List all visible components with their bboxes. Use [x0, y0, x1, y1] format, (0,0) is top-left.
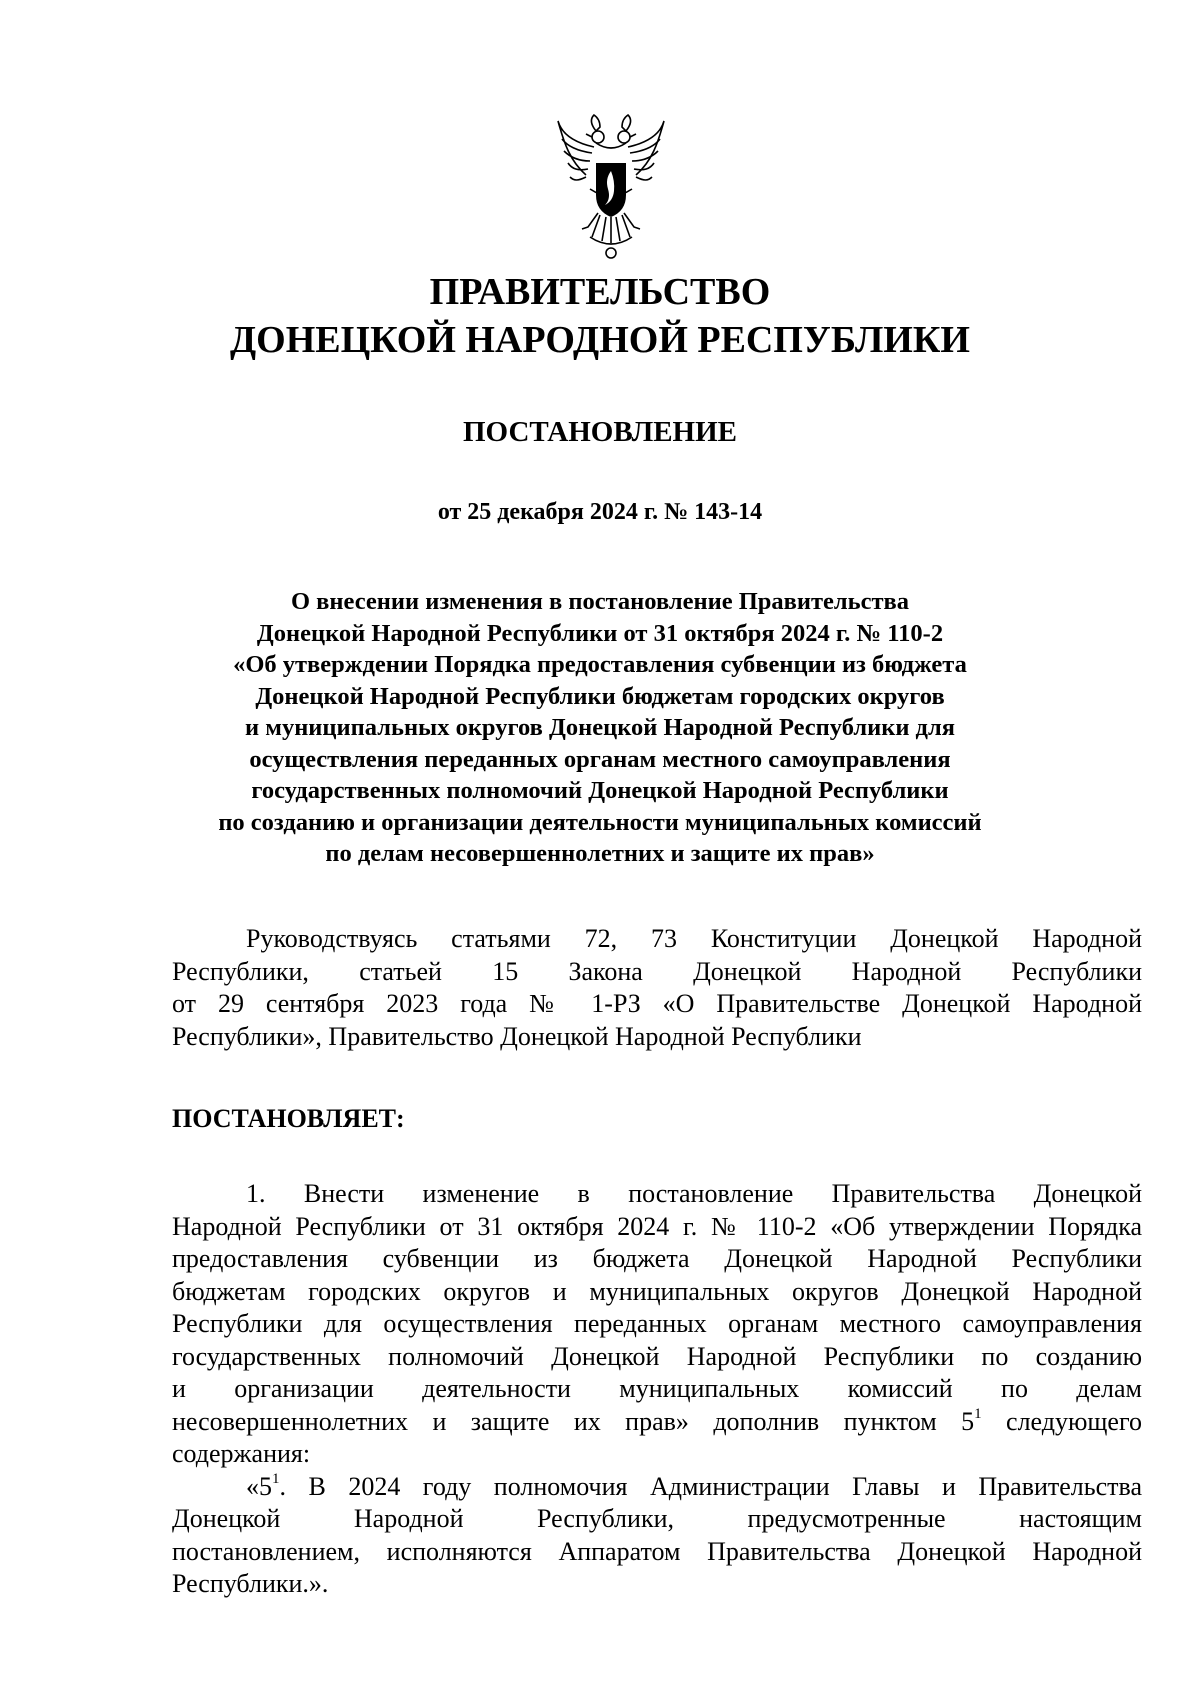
paragraph-text: несовершеннолетних и защите их прав» дополнив пунктом 5: [172, 1406, 975, 1436]
paragraph-line-with-superscript: [172, 1406, 1142, 1439]
quote-text: . В 2024 году полномочия Администрации Главы и Правительства: [279, 1471, 1142, 1501]
subject-line: Донецкой Народной Республики от 31 октября 2024 г. № 110-2: [256, 619, 944, 647]
paragraph-line: и организации деятельности муниципальных комиссий по делам: [172, 1374, 1142, 1403]
subject-line: и муниципальных округов Донецкой Народной Республики для: [245, 714, 955, 741]
paragraph-1: [172, 1178, 1142, 1601]
paragraph-line: Народной Республики от 31 октября 2024 г. № 110-2 «Об утверждении Порядка: [172, 1211, 1142, 1241]
quote-line: Донецкой Народной Республики, предусмотренные настоящим: [172, 1504, 1142, 1533]
preamble-line: от 29 сентября 2023 года № 1-РЗ «О Правительстве Донецкой Народной: [172, 989, 1142, 1018]
subject-line: по созданию и организации деятельности муниципальных комиссий: [218, 808, 982, 836]
subject-line: О внесении изменения в постановление Правительства: [291, 588, 909, 615]
coat-of-arms-icon: [556, 113, 666, 261]
resolves-heading: ПОСТАНОВЛЯЕТ:: [172, 1104, 405, 1133]
quote-text: «5: [246, 1471, 272, 1501]
superscript: 1: [272, 1470, 280, 1487]
quote-line-with-superscript: [172, 1471, 1142, 1504]
paragraph-line: Республики для осуществления переданных органам местного самоуправления: [172, 1309, 1142, 1338]
paragraph-text: следующего: [981, 1406, 1142, 1436]
document-subject: [0, 586, 1200, 870]
subject-line: государственных полномочий Донецкой Народной Республики: [251, 777, 949, 804]
paragraph-line: 1. Внести изменение в постановление Правительства Донецкой: [246, 1179, 1142, 1208]
subject-line: Донецкой Народной Республики бюджетам городских округов: [255, 682, 945, 710]
paragraph-line: государственных полномочий Донецкой Народной Республики по созданию: [172, 1341, 1142, 1371]
quote-line: постановлением, исполняются Аппаратом Правительства Донецкой Народной: [172, 1536, 1142, 1566]
subject-line: по делам несовершеннолетних и защите их прав»: [325, 840, 875, 867]
government-title-line1: ПРАВИТЕЛЬСТВО: [429, 271, 771, 313]
preamble-line: Республики, статьей 15 Закона Донецкой Народной Республики: [172, 956, 1142, 986]
document-type: ПОСТАНОВЛЕНИЕ: [462, 416, 737, 448]
quote-line: Республики.».: [172, 1569, 329, 1598]
government-title-line2: ДОНЕЦКОЙ НАРОДНОЙ РЕСПУБЛИКИ: [230, 319, 970, 361]
subject-line: «Об утверждении Порядка предоставления субвенции из бюджета: [233, 651, 967, 678]
government-title: [0, 268, 1200, 364]
superscript: 1: [974, 1405, 982, 1422]
preamble-line: Республики», Правительство Донецкой Народной Республики: [172, 1021, 862, 1051]
paragraph-line: предоставления субвенции из бюджета Донецкой Народной Республики: [172, 1244, 1142, 1273]
preamble-line: Руководствуясь статьями 72, 73 Конституции Донецкой Народной: [246, 924, 1142, 953]
preamble-paragraph: [172, 923, 1142, 1053]
paragraph-line: содержания:: [172, 1439, 311, 1468]
subject-line: осуществления переданных органам местного самоуправления: [249, 745, 951, 773]
document-date-number: от 25 декабря 2024 г. № 143-14: [437, 499, 763, 525]
paragraph-line: бюджетам городских округов и муниципальных округов Донецкой Народной: [172, 1276, 1142, 1306]
